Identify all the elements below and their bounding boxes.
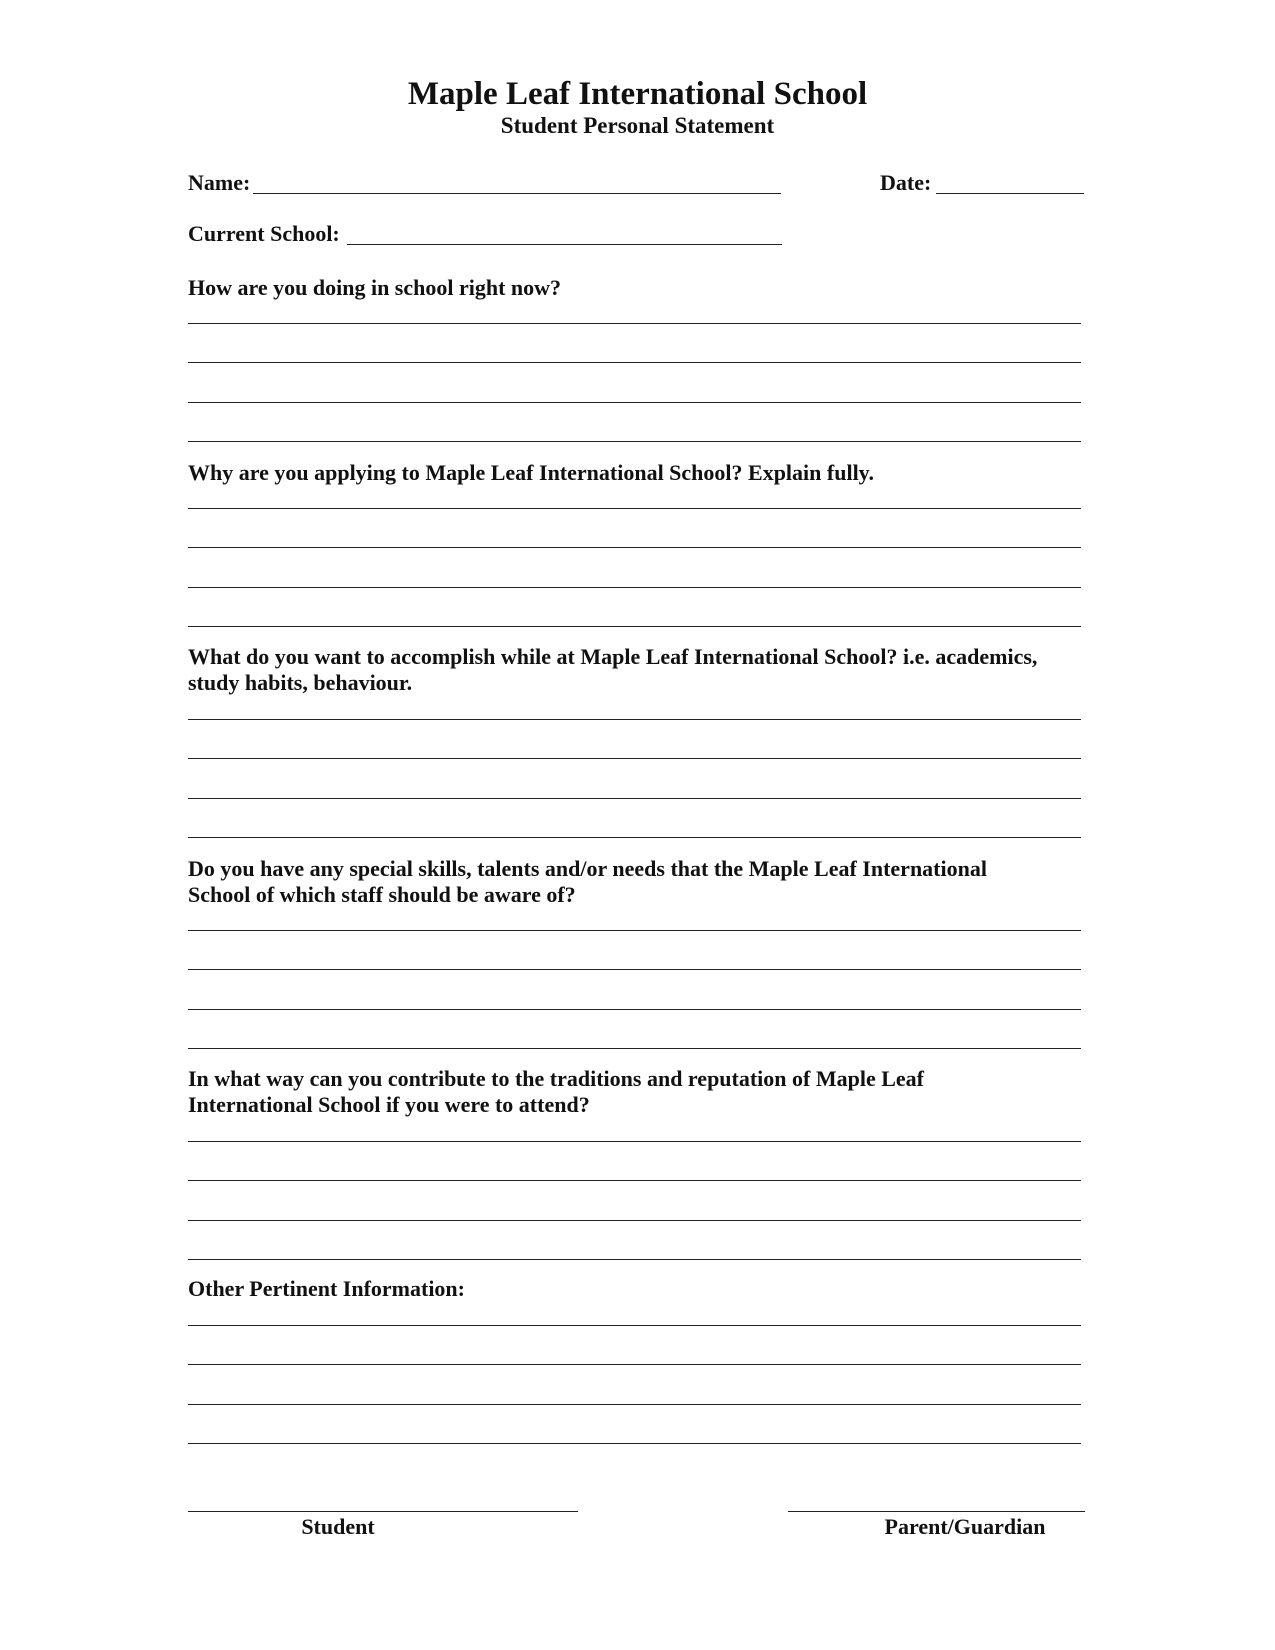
answer-line[interactable]: [188, 1048, 1081, 1049]
answer-line[interactable]: [188, 1009, 1081, 1010]
answer-line[interactable]: [188, 1364, 1081, 1365]
answer-line[interactable]: [188, 758, 1081, 759]
answer-line[interactable]: [188, 402, 1081, 403]
page-subtitle: Student Personal Statement: [500, 113, 775, 138]
answer-line[interactable]: [188, 1220, 1081, 1221]
answer-line[interactable]: [188, 1259, 1081, 1260]
answer-line[interactable]: [188, 626, 1081, 627]
answer-line[interactable]: [188, 547, 1081, 548]
page-title: Maple Leaf International School: [407, 76, 868, 112]
answer-line[interactable]: [188, 719, 1081, 720]
parent-signature-line[interactable]: [788, 1511, 1085, 1512]
answer-line[interactable]: [188, 587, 1081, 588]
date-field[interactable]: [936, 193, 1084, 194]
question-5: In what way can you contribute to the traditions and reputation of Maple Leaf International School if you were to attend?: [188, 1066, 925, 1117]
answer-line[interactable]: [188, 1443, 1081, 1444]
question-4: Do you have any special skills, talents and/or needs that the Maple Leaf International School of which staff should be aware of?: [188, 856, 987, 907]
answer-line[interactable]: [188, 969, 1081, 970]
answer-line[interactable]: [188, 798, 1081, 799]
answer-line[interactable]: [188, 1325, 1081, 1326]
answer-line[interactable]: [188, 930, 1081, 931]
current-school-label: Current School:: [188, 221, 340, 246]
answer-line[interactable]: [188, 441, 1081, 442]
question-2: Why are you applying to Maple Leaf International School? Explain fully.: [188, 460, 874, 485]
answer-line[interactable]: [188, 1141, 1081, 1142]
student-signature-label: Student: [301, 1514, 375, 1539]
question-3: What do you want to accomplish while at Maple Leaf International School? i.e. academics, study habits, behaviour.: [188, 644, 1038, 695]
name-field[interactable]: [253, 193, 781, 194]
answer-line[interactable]: [188, 323, 1081, 324]
answer-line[interactable]: [188, 1180, 1081, 1181]
question-1: How are you doing in school right now?: [188, 275, 562, 300]
answer-line[interactable]: [188, 362, 1081, 363]
answer-line[interactable]: [188, 1404, 1081, 1405]
answer-line[interactable]: [188, 508, 1081, 509]
current-school-field[interactable]: [347, 244, 782, 245]
student-signature-line[interactable]: [188, 1511, 578, 1512]
parent-signature-label: Parent/Guardian: [884, 1514, 1046, 1539]
name-label: Name:: [188, 170, 251, 195]
date-label: Date:: [880, 170, 932, 195]
answer-line[interactable]: [188, 837, 1081, 838]
question-6: Other Pertinent Information:: [188, 1276, 465, 1301]
